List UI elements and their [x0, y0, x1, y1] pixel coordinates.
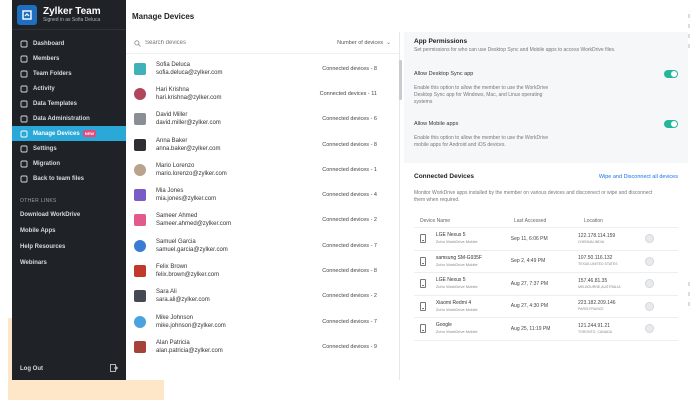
data-templates-icon: [20, 100, 28, 108]
sidebar-item-label: Data Templates: [33, 100, 77, 107]
device-count: Connected devices - 1: [322, 166, 377, 173]
device-location: PARIS,FRANCE: [578, 307, 604, 312]
manage-devices-icon: [20, 130, 28, 138]
user-row[interactable]: [126, 258, 399, 283]
desktop-sync-label: Allow Desktop Sync app: [414, 71, 474, 77]
user-email: anna.baker@zylker.com: [156, 145, 221, 152]
sidebar-item-data-templates[interactable]: [12, 96, 126, 111]
device-name: LGE Nexus 5: [435, 277, 466, 284]
device-ip: 122.178.114.159: [578, 232, 616, 239]
devices-table-body: [414, 228, 678, 341]
sidebar-item-label: Manage Devices: [33, 130, 80, 137]
chevron-down-icon: ⌄: [385, 40, 391, 46]
migration-icon: [20, 160, 28, 168]
device-count: Connected devices - 8: [322, 65, 377, 72]
device-app: Zoho WorkDrive Mobile: [435, 306, 478, 312]
avatar: [134, 240, 146, 252]
search-icon: [134, 34, 145, 52]
col-device-name: Device Name: [420, 217, 451, 224]
user-name: Sofia Deluca: [156, 61, 191, 68]
avatar: [134, 214, 146, 226]
device-app: Zoho WorkDrive Mobile: [435, 261, 478, 267]
device-count: Connected devices - 7: [322, 242, 377, 249]
sort-label: Number of devices: [337, 39, 383, 46]
avatar: [134, 341, 146, 353]
device-count: Connected devices - 8: [322, 141, 377, 148]
user-row[interactable]: [126, 182, 399, 207]
main-content: [126, 0, 688, 380]
connected-devices-section: [404, 163, 688, 341]
device-action-button[interactable]: [645, 234, 654, 243]
team-name: Zylker Team: [43, 5, 101, 17]
device-action-button[interactable]: [645, 302, 654, 311]
other-link-mobile-apps[interactable]: Mobile Apps: [20, 228, 56, 234]
device-count: Connected devices - 11: [319, 90, 377, 97]
device-row: [414, 251, 678, 274]
device-count: Connected devices - 4: [322, 192, 377, 199]
other-links: [12, 207, 126, 271]
other-link-download-workdrive[interactable]: Download WorkDrive: [20, 212, 81, 218]
back-icon: [20, 175, 28, 183]
user-name: Anna Baker: [156, 137, 188, 144]
sidebar-item-label: Migration: [33, 160, 60, 167]
device-location: TORONTO, CANADA: [578, 329, 612, 334]
device-count: Connected devices - 9: [322, 343, 377, 350]
device-count: Connected devices - 7: [322, 318, 377, 325]
device-row: [414, 318, 678, 341]
sidebar-item-label: Data Administration: [33, 115, 90, 122]
device-name: LGE Nexus 5: [435, 232, 466, 239]
sidebar-item-label: Settings: [33, 145, 57, 152]
device-location: MELBOURNE,AUSTRALIA: [578, 284, 621, 289]
dashboard-icon: [20, 40, 28, 48]
avatar: [134, 113, 146, 125]
search-bar: [126, 32, 399, 54]
new-badge: NEW: [84, 131, 95, 136]
user-row[interactable]: [126, 157, 399, 182]
sidebar-item-team-folders[interactable]: [12, 66, 126, 81]
user-email: Sameer.ahmed@zylker.com: [156, 221, 232, 228]
user-row[interactable]: [126, 284, 399, 309]
mobile-device-icon: [420, 234, 426, 243]
mobile-device-icon: [420, 324, 426, 333]
signed-in-as: Signed in as Sofia Deluca: [43, 16, 101, 23]
user-email: alan.patricia@zylker.com: [156, 347, 223, 354]
device-count: Connected devices - 6: [322, 116, 377, 123]
sidebar-nav: [12, 36, 126, 186]
desktop-sync-toggle[interactable]: [664, 70, 678, 78]
other-link-webinars[interactable]: Webinars: [20, 260, 47, 266]
user-row[interactable]: [126, 107, 399, 132]
data-administration-icon: [20, 115, 28, 123]
desktop-sync-help: Enable this option to allow the member to use the WorkDrive Desktop Sync app for Windows, Mac, and Linux operating systems: [414, 85, 549, 105]
avatar: [134, 290, 146, 302]
sidebar-item-dashboard[interactable]: [12, 36, 126, 51]
device-row: [414, 273, 678, 296]
connected-devices-desc: Monitor WorkDrive apps installed by the member on various devices and disconnect or wipe and disconnect them when required.: [414, 190, 653, 203]
device-name: samsung SM-G935F: [435, 254, 482, 261]
team-logo-icon: [17, 5, 37, 25]
user-email: mario.lorenzo@zylker.com: [156, 170, 227, 177]
app-permissions-title: App Permissions: [414, 38, 468, 45]
user-name: Hari Krishna: [156, 86, 190, 93]
device-name: Google: [435, 322, 452, 329]
avatar: [134, 316, 146, 328]
user-email: sofia.deluca@zylker.com: [156, 69, 223, 76]
page-title: Manage Devices: [132, 12, 195, 21]
logout-button[interactable]: [12, 362, 126, 376]
device-count: Connected devices - 8: [322, 268, 377, 275]
user-name: Mia Jones: [156, 188, 184, 195]
search-input[interactable]: [145, 40, 285, 46]
device-name: Xiaomi Redmi 4: [435, 299, 472, 306]
user-list: [126, 54, 399, 360]
sidebar-item-label: Activity: [33, 85, 55, 92]
col-last-accessed: Last Accessed: [514, 217, 547, 224]
user-row[interactable]: [126, 56, 399, 81]
user-email: hari.krishna@zylker.com: [156, 94, 222, 101]
user-name: Mario Lorenzo: [156, 162, 195, 169]
user-email: david.miller@zylker.com: [156, 120, 221, 127]
device-details-panel: [404, 32, 688, 380]
avatar: [134, 164, 146, 176]
sidebar-item-manage-devices[interactable]: [12, 126, 126, 141]
device-action-button[interactable]: [645, 257, 654, 266]
user-row[interactable]: [126, 208, 399, 233]
sidebar: [12, 0, 126, 380]
mobile-apps-toggle[interactable]: [664, 120, 678, 128]
user-row[interactable]: [126, 334, 399, 359]
sidebar-item-label: Dashboard: [33, 40, 65, 47]
device-location: TEXAS,UNITED STATES: [578, 262, 618, 267]
sidebar-item-label: Team Folders: [33, 70, 72, 77]
logout-icon: [110, 364, 118, 374]
settings-icon: [20, 145, 28, 153]
user-row[interactable]: [126, 132, 399, 157]
device-ip: 223.182.209.146: [578, 300, 616, 307]
device-app: Zoho WorkDrive Mobile: [435, 239, 478, 245]
avatar: [134, 63, 146, 75]
device-count: Connected devices - 2: [322, 217, 377, 224]
scrollbar[interactable]: [399, 60, 402, 100]
user-email: samuel.garcia@zylker.com: [156, 246, 228, 253]
wipe-all-link[interactable]: Wipe and Disconnect all devices: [598, 173, 678, 180]
sidebar-item-back-to-team-files[interactable]: [12, 171, 126, 186]
user-name: David Miller: [156, 112, 188, 119]
devices-table-header: [414, 214, 678, 228]
other-links-heading: OTHER LINKS: [20, 198, 57, 204]
team-folders-icon: [20, 70, 28, 78]
device-ip: 121.244.91.21: [578, 322, 611, 329]
mobile-apps-label: Allow Mobile apps: [414, 121, 459, 127]
user-name: Mike Johnson: [156, 314, 194, 321]
avatar: [134, 265, 146, 277]
device-app: Zoho WorkDrive Mobile: [435, 329, 478, 335]
user-name: Alan Patricia: [156, 339, 190, 346]
device-app: Zoho WorkDrive Mobile: [435, 284, 478, 290]
user-email: sara.ali@zylker.com: [156, 297, 210, 304]
user-email: mike.johnson@zylker.com: [156, 322, 226, 329]
avatar: [134, 189, 146, 201]
sidebar-item-settings[interactable]: [12, 141, 126, 156]
avatar: [134, 139, 146, 151]
last-accessed: Sep 11, 6:06 PM: [510, 235, 548, 242]
user-name: Felix Brown: [156, 264, 188, 271]
sidebar-item-members[interactable]: [12, 51, 126, 66]
sidebar-item-data-administration[interactable]: [12, 111, 126, 126]
last-accessed: Aug 25, 11:19 PM: [510, 325, 551, 332]
connected-devices-title: Connected Devices: [414, 173, 474, 180]
last-accessed: Aug 27, 7:37 PM: [510, 280, 549, 287]
user-row[interactable]: [126, 309, 399, 334]
device-row: [414, 296, 678, 319]
logout-label: Log Out: [20, 366, 43, 372]
device-count: Connected devices - 2: [322, 293, 377, 300]
sort-dropdown[interactable]: [337, 39, 391, 46]
device-ip: 157.46.81.35: [578, 277, 608, 284]
sidebar-item-label: Back to team files: [33, 175, 85, 182]
user-name: Sameer Ahmed: [156, 213, 198, 220]
mobile-device-icon: [420, 302, 426, 311]
sidebar-item-migration[interactable]: [12, 156, 126, 171]
last-accessed: Aug 27, 4:30 PM: [510, 303, 549, 310]
sidebar-item-activity[interactable]: [12, 81, 126, 96]
user-name: Sara Ali: [156, 289, 177, 296]
last-accessed: Sep 2, 4:49 PM: [510, 258, 546, 265]
user-email: mia.jones@zylker.com: [156, 196, 217, 203]
mobile-device-icon: [420, 279, 426, 288]
app-permissions-header: [404, 32, 688, 62]
device-action-button[interactable]: [645, 279, 654, 288]
decorative-block: [54, 380, 164, 400]
brand-header: [12, 0, 126, 30]
device-action-button[interactable]: [645, 324, 654, 333]
device-location: CHENNAI,INDIA: [578, 239, 605, 244]
other-link-help-resources[interactable]: Help Resources: [20, 244, 66, 250]
members-device-list: [126, 32, 400, 380]
user-row[interactable]: [126, 81, 399, 106]
members-icon: [20, 55, 28, 63]
user-name: Samuel Garcia: [156, 238, 196, 245]
user-email: felix.brown@zylker.com: [156, 272, 220, 279]
user-row[interactable]: [126, 233, 399, 258]
activity-icon: [20, 85, 28, 93]
device-row: [414, 228, 678, 251]
mobile-device-icon: [420, 257, 426, 266]
avatar: [134, 88, 146, 100]
sidebar-item-label: Members: [33, 55, 60, 62]
permission-options: [404, 62, 688, 163]
mobile-apps-help: Enable this option to allow the member to use the WorkDrive mobile apps for Android and iOS devices.: [414, 135, 549, 148]
col-location: Location: [584, 217, 603, 224]
app-permissions-desc: Set permissions for who can use Desktop Sync and Mobile apps to access WorkDrive files.: [414, 47, 616, 53]
device-ip: 107.50.116.132: [578, 255, 613, 262]
